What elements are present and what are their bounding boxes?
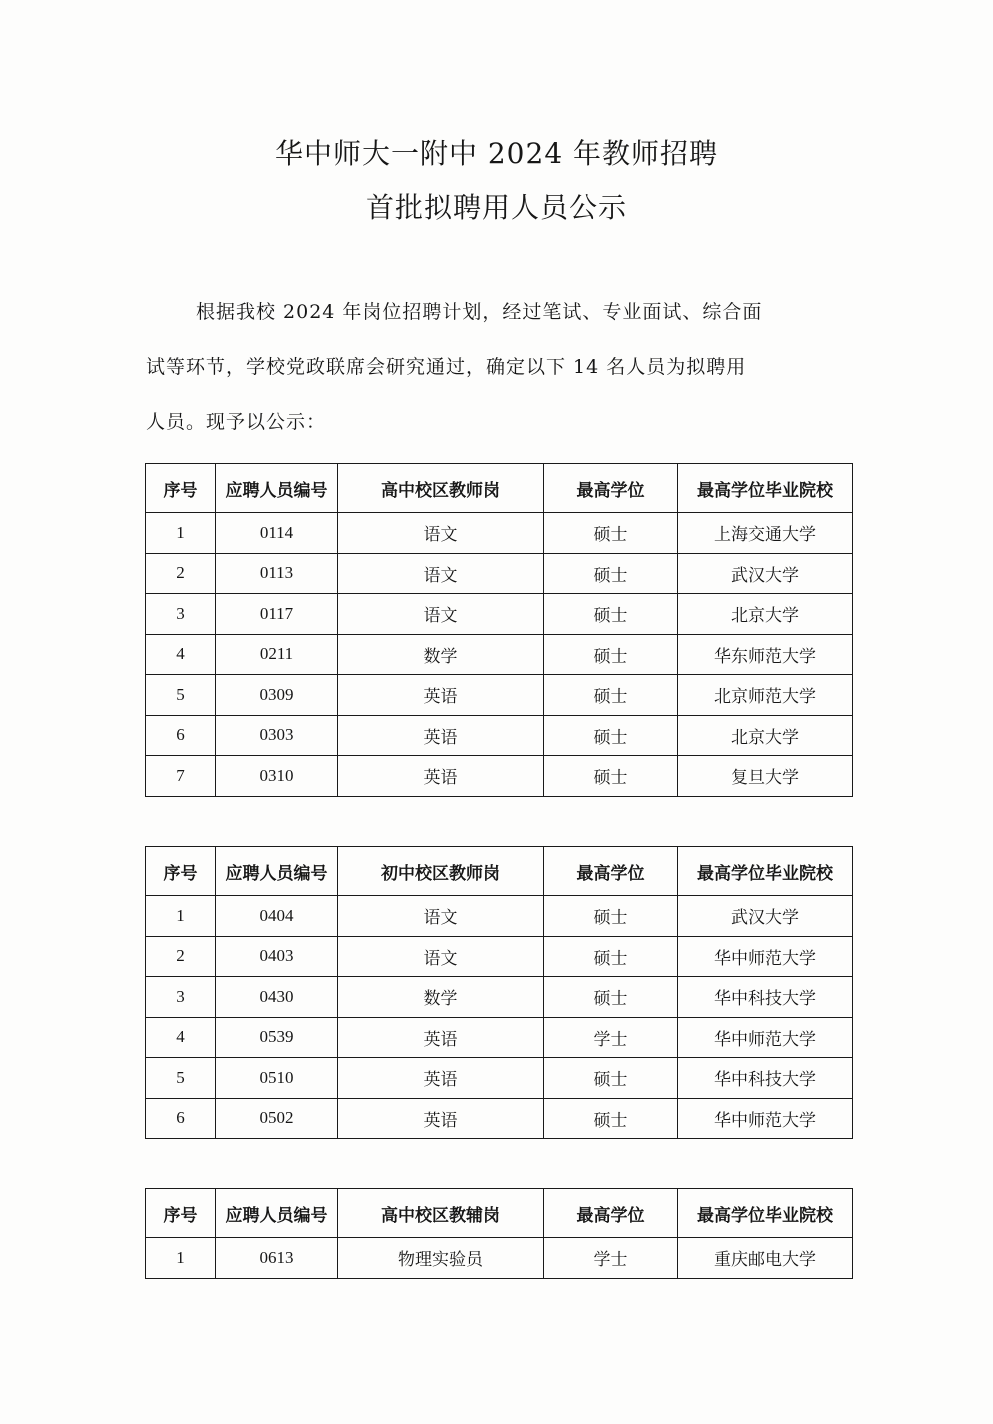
table-row bbox=[146, 634, 853, 675]
table-header-row bbox=[146, 1189, 853, 1238]
degree: 硕士 bbox=[544, 594, 678, 635]
row-index: 1 bbox=[146, 896, 216, 937]
university: 华东师范大学 bbox=[678, 634, 853, 675]
degree: 硕士 bbox=[544, 513, 678, 554]
degree: 学士 bbox=[544, 1238, 678, 1279]
applicant-id: 0303 bbox=[216, 715, 338, 756]
position: 数学 bbox=[338, 977, 544, 1018]
degree: 硕士 bbox=[544, 715, 678, 756]
university: 华中科技大学 bbox=[678, 1058, 853, 1099]
position: 英语 bbox=[338, 1058, 544, 1099]
table-row bbox=[146, 553, 853, 594]
row-index: 3 bbox=[146, 977, 216, 1018]
position: 语文 bbox=[338, 594, 544, 635]
column-header: 初中校区教师岗 bbox=[338, 847, 544, 896]
applicant-id: 0113 bbox=[216, 553, 338, 594]
column-header: 高中校区教辅岗 bbox=[338, 1189, 544, 1238]
column-header: 序号 bbox=[146, 1189, 216, 1238]
degree: 硕士 bbox=[544, 675, 678, 716]
position: 语文 bbox=[338, 896, 544, 937]
column-header: 最高学位毕业院校 bbox=[678, 847, 853, 896]
row-index: 6 bbox=[146, 1098, 216, 1139]
table-row bbox=[146, 1017, 853, 1058]
row-index: 3 bbox=[146, 594, 216, 635]
row-index: 5 bbox=[146, 1058, 216, 1099]
applicant-id: 0403 bbox=[216, 936, 338, 977]
university: 重庆邮电大学 bbox=[678, 1238, 853, 1279]
applicant-id: 0309 bbox=[216, 675, 338, 716]
table-row bbox=[146, 1238, 853, 1279]
university: 北京大学 bbox=[678, 715, 853, 756]
position: 英语 bbox=[338, 1098, 544, 1139]
applicant-id: 0310 bbox=[216, 756, 338, 797]
university: 北京大学 bbox=[678, 594, 853, 635]
applicant-id: 0502 bbox=[216, 1098, 338, 1139]
row-index: 1 bbox=[146, 1238, 216, 1279]
position: 语文 bbox=[338, 553, 544, 594]
high-school-teacher-table bbox=[145, 463, 853, 797]
column-header: 最高学位毕业院校 bbox=[678, 464, 853, 513]
applicant-id: 0404 bbox=[216, 896, 338, 937]
row-index: 5 bbox=[146, 675, 216, 716]
degree: 硕士 bbox=[544, 1058, 678, 1099]
row-index: 1 bbox=[146, 513, 216, 554]
applicant-id: 0114 bbox=[216, 513, 338, 554]
applicant-id: 0613 bbox=[216, 1238, 338, 1279]
university: 华中师范大学 bbox=[678, 1098, 853, 1139]
table-row bbox=[146, 715, 853, 756]
table-row bbox=[146, 756, 853, 797]
paragraph-line3: 人员。现予以公示： bbox=[146, 411, 327, 433]
table-header-row bbox=[146, 464, 853, 513]
position: 语文 bbox=[338, 936, 544, 977]
table-row bbox=[146, 675, 853, 716]
applicant-id: 0117 bbox=[216, 594, 338, 635]
table-header-row bbox=[146, 847, 853, 896]
degree: 硕士 bbox=[544, 634, 678, 675]
table-row bbox=[146, 977, 853, 1018]
table-row bbox=[146, 513, 853, 554]
university: 华中师范大学 bbox=[678, 936, 853, 977]
column-header: 应聘人员编号 bbox=[216, 464, 338, 513]
document-title-line2: 首批拟聘用人员公示 bbox=[365, 191, 627, 224]
column-header: 最高学位 bbox=[544, 464, 678, 513]
column-header: 最高学位 bbox=[544, 847, 678, 896]
applicant-id: 0510 bbox=[216, 1058, 338, 1099]
university: 华中科技大学 bbox=[678, 977, 853, 1018]
paragraph-line1: 根据我校 2024 年岗位招聘计划，经过笔试、专业面试、综合面 bbox=[196, 301, 763, 323]
university: 武汉大学 bbox=[678, 896, 853, 937]
table-row bbox=[146, 936, 853, 977]
position: 英语 bbox=[338, 756, 544, 797]
column-header: 应聘人员编号 bbox=[216, 1189, 338, 1238]
university: 上海交通大学 bbox=[678, 513, 853, 554]
degree: 硕士 bbox=[544, 1098, 678, 1139]
degree: 硕士 bbox=[544, 553, 678, 594]
row-index: 7 bbox=[146, 756, 216, 797]
column-header: 最高学位毕业院校 bbox=[678, 1189, 853, 1238]
table-row bbox=[146, 1058, 853, 1099]
applicant-id: 0539 bbox=[216, 1017, 338, 1058]
document-title-line1: 华中师大一附中 2024 年教师招聘 bbox=[274, 137, 719, 170]
position: 英语 bbox=[338, 1017, 544, 1058]
column-header: 序号 bbox=[146, 847, 216, 896]
table-row bbox=[146, 1098, 853, 1139]
university: 复旦大学 bbox=[678, 756, 853, 797]
high-school-support-table bbox=[145, 1188, 853, 1279]
degree: 硕士 bbox=[544, 936, 678, 977]
column-header: 序号 bbox=[146, 464, 216, 513]
position: 英语 bbox=[338, 715, 544, 756]
degree: 学士 bbox=[544, 1017, 678, 1058]
column-header: 最高学位 bbox=[544, 1189, 678, 1238]
row-index: 2 bbox=[146, 553, 216, 594]
degree: 硕士 bbox=[544, 756, 678, 797]
column-header: 应聘人员编号 bbox=[216, 847, 338, 896]
middle-school-teacher-table bbox=[145, 846, 853, 1139]
applicant-id: 0211 bbox=[216, 634, 338, 675]
row-index: 6 bbox=[146, 715, 216, 756]
table-row bbox=[146, 896, 853, 937]
university: 北京师范大学 bbox=[678, 675, 853, 716]
applicant-id: 0430 bbox=[216, 977, 338, 1018]
announcement-paragraph bbox=[146, 285, 856, 450]
university: 武汉大学 bbox=[678, 553, 853, 594]
column-header: 高中校区教师岗 bbox=[338, 464, 544, 513]
row-index: 2 bbox=[146, 936, 216, 977]
position: 英语 bbox=[338, 675, 544, 716]
position: 物理实验员 bbox=[338, 1238, 544, 1279]
table-row bbox=[146, 594, 853, 635]
position: 语文 bbox=[338, 513, 544, 554]
row-index: 4 bbox=[146, 1017, 216, 1058]
position: 数学 bbox=[338, 634, 544, 675]
degree: 硕士 bbox=[544, 977, 678, 1018]
degree: 硕士 bbox=[544, 896, 678, 937]
paragraph-line2: 试等环节，学校党政联席会研究通过，确定以下 14 名人员为拟聘用 bbox=[146, 356, 747, 378]
university: 华中师范大学 bbox=[678, 1017, 853, 1058]
row-index: 4 bbox=[146, 634, 216, 675]
